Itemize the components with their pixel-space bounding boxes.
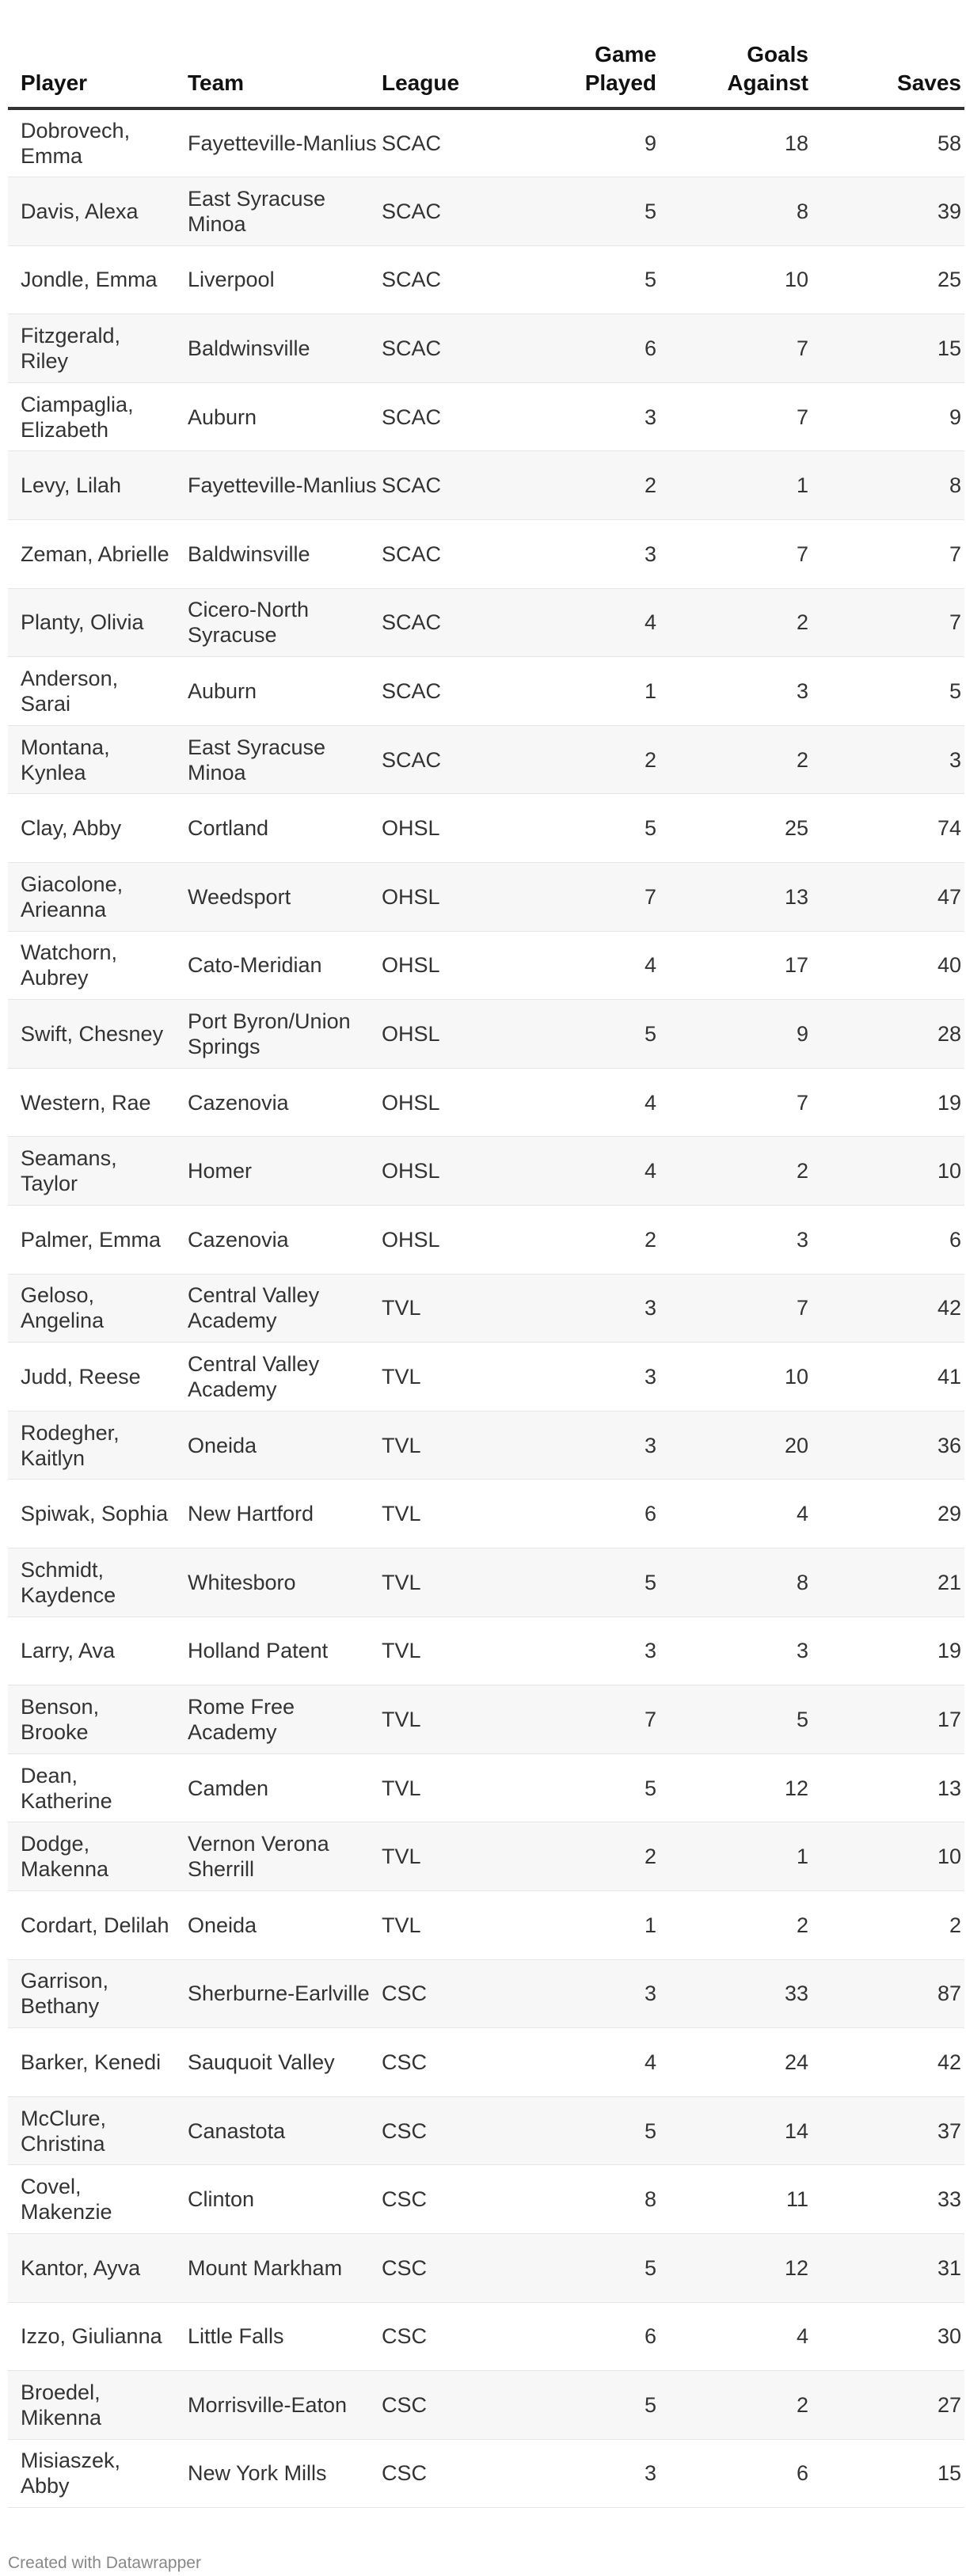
games-played-cell: 5 [486, 2371, 656, 2440]
team-cell: Sauquoit Valley [188, 2028, 382, 2097]
table-row [8, 1617, 964, 1685]
team-cell: Rome Free Academy [188, 1685, 382, 1754]
league-cell: OHSL [382, 1068, 486, 1137]
team-cell: Mount Markham [188, 2233, 382, 2302]
league-cell: SCAC [382, 245, 486, 314]
games-played-cell: 5 [486, 1753, 656, 1822]
league-cell: CSC [382, 2096, 486, 2165]
saves-cell: 42 [808, 2028, 964, 2097]
table-row [8, 2371, 964, 2440]
saves-cell: 30 [808, 2302, 964, 2371]
goals-against-cell: 3 [656, 1617, 808, 1685]
team-cell: Whitesboro [188, 1548, 382, 1617]
team-cell: Cato-Meridian [188, 931, 382, 1000]
goals-against-cell: 12 [656, 1753, 808, 1822]
table-row [8, 451, 964, 520]
goals-against-cell: 2 [656, 1137, 808, 1206]
saves-cell: 74 [808, 794, 964, 863]
player-cell: Spiwak, Sophia [8, 1480, 188, 1548]
league-cell: CSC [382, 2028, 486, 2097]
saves-cell: 36 [808, 1411, 964, 1480]
saves-cell: 47 [808, 863, 964, 932]
saves-cell: 10 [808, 1822, 964, 1891]
player-cell: Dean, Katherine [8, 1753, 188, 1822]
goals-against-cell: 33 [656, 1959, 808, 2028]
data-table [8, 0, 964, 2508]
table-row [8, 1685, 964, 1754]
league-cell: CSC [382, 2165, 486, 2234]
saves-cell: 42 [808, 1274, 964, 1343]
saves-cell: 28 [808, 1000, 964, 1069]
player-cell: Zeman, Abrielle [8, 520, 188, 589]
table-row [8, 382, 964, 451]
games-played-cell: 2 [486, 725, 656, 794]
saves-cell: 31 [808, 2233, 964, 2302]
player-cell: Cordart, Delilah [8, 1890, 188, 1959]
league-cell: OHSL [382, 1137, 486, 1206]
table-row [8, 1822, 964, 1891]
saves-cell: 37 [808, 2096, 964, 2165]
goals-against-cell: 9 [656, 1000, 808, 1069]
saves-cell: 40 [808, 931, 964, 1000]
goals-against-cell: 10 [656, 245, 808, 314]
table-row [8, 863, 964, 932]
team-cell: Holland Patent [188, 1617, 382, 1685]
games-played-cell: 3 [486, 1617, 656, 1685]
table-row [8, 725, 964, 794]
games-played-cell: 3 [486, 1959, 656, 2028]
goals-against-cell: 25 [656, 794, 808, 863]
goals-against-cell: 4 [656, 2302, 808, 2371]
goals-against-cell: 4 [656, 1480, 808, 1548]
games-played-cell: 6 [486, 2302, 656, 2371]
league-cell: SCAC [382, 108, 486, 177]
table-row [8, 2165, 964, 2234]
table-row [8, 177, 964, 246]
player-cell: Clay, Abby [8, 794, 188, 863]
league-cell: TVL [382, 1617, 486, 1685]
games-played-cell: 3 [486, 2439, 656, 2508]
table-row [8, 1343, 964, 1411]
team-cell: Liverpool [188, 245, 382, 314]
goals-against-cell: 1 [656, 451, 808, 520]
league-cell: SCAC [382, 314, 486, 383]
goals-against-cell: 2 [656, 725, 808, 794]
team-cell: Auburn [188, 382, 382, 451]
team-cell: Little Falls [188, 2302, 382, 2371]
saves-cell: 3 [808, 725, 964, 794]
player-cell: Giacolone, Arieanna [8, 863, 188, 932]
column-header-games-played[interactable]: Game Played [486, 0, 656, 108]
saves-cell: 41 [808, 1343, 964, 1411]
league-cell: CSC [382, 2233, 486, 2302]
column-header-team[interactable]: Team [188, 0, 382, 108]
goals-against-cell: 3 [656, 657, 808, 726]
team-cell: Central Valley Academy [188, 1274, 382, 1343]
games-played-cell: 6 [486, 1480, 656, 1548]
games-played-cell: 8 [486, 2165, 656, 2234]
goals-against-cell: 17 [656, 931, 808, 1000]
table-row [8, 1959, 964, 2028]
table-body [8, 108, 964, 2508]
league-cell: TVL [382, 1753, 486, 1822]
goals-against-cell: 7 [656, 520, 808, 589]
saves-cell: 58 [808, 108, 964, 177]
player-cell: Watchorn, Aubrey [8, 931, 188, 1000]
player-cell: Dodge, Makenna [8, 1822, 188, 1891]
games-played-cell: 1 [486, 1890, 656, 1959]
player-cell: Davis, Alexa [8, 177, 188, 246]
player-cell: Covel, Makenzie [8, 2165, 188, 2234]
games-played-cell: 4 [486, 588, 656, 657]
team-cell: Cortland [188, 794, 382, 863]
saves-cell: 15 [808, 314, 964, 383]
team-cell: East Syracuse Minoa [188, 725, 382, 794]
games-played-cell: 5 [486, 245, 656, 314]
goals-against-cell: 6 [656, 2439, 808, 2508]
saves-cell: 9 [808, 382, 964, 451]
player-cell: Planty, Olivia [8, 588, 188, 657]
saves-cell: 2 [808, 1890, 964, 1959]
goals-against-cell: 7 [656, 1274, 808, 1343]
table-row [8, 2028, 964, 2097]
table-row [8, 1000, 964, 1069]
column-header-goals-against[interactable]: Goals Against [656, 0, 808, 108]
saves-cell: 29 [808, 1480, 964, 1548]
games-played-cell: 2 [486, 451, 656, 520]
player-cell: Dobrovech, Emma [8, 108, 188, 177]
player-cell: Judd, Reese [8, 1343, 188, 1411]
team-cell: Fayetteville-Manlius [188, 108, 382, 177]
table-row [8, 2096, 964, 2165]
player-cell: Swift, Chesney [8, 1000, 188, 1069]
games-played-cell: 4 [486, 931, 656, 1000]
table-row [8, 1206, 964, 1275]
player-cell: Palmer, Emma [8, 1206, 188, 1275]
table-row [8, 588, 964, 657]
team-cell: Auburn [188, 657, 382, 726]
games-played-cell: 2 [486, 1822, 656, 1891]
team-cell: Oneida [188, 1411, 382, 1480]
team-cell: Morrisville-Eaton [188, 2371, 382, 2440]
saves-cell: 6 [808, 1206, 964, 1275]
league-cell: SCAC [382, 520, 486, 589]
league-cell: SCAC [382, 177, 486, 246]
team-cell: Central Valley Academy [188, 1343, 382, 1411]
league-cell: CSC [382, 2302, 486, 2371]
player-cell: Fitzgerald, Riley [8, 314, 188, 383]
league-cell: OHSL [382, 863, 486, 932]
goals-against-cell: 14 [656, 2096, 808, 2165]
table-row [8, 1548, 964, 1617]
datawrapper-credit[interactable]: Created with Datawrapper [8, 2554, 201, 2572]
league-cell: TVL [382, 1685, 486, 1754]
saves-cell: 87 [808, 1959, 964, 2028]
saves-cell: 8 [808, 451, 964, 520]
player-cell: Garrison, Bethany [8, 1959, 188, 2028]
team-cell: Baldwinsville [188, 314, 382, 383]
games-played-cell: 3 [486, 1274, 656, 1343]
saves-cell: 13 [808, 1753, 964, 1822]
league-cell: SCAC [382, 725, 486, 794]
league-cell: SCAC [382, 588, 486, 657]
table-row [8, 1137, 964, 1206]
goals-against-cell: 24 [656, 2028, 808, 2097]
goals-against-cell: 11 [656, 2165, 808, 2234]
team-cell: Port Byron/Union Springs [188, 1000, 382, 1069]
games-played-cell: 1 [486, 657, 656, 726]
saves-cell: 17 [808, 1685, 964, 1754]
player-cell: Broedel, Mikenna [8, 2371, 188, 2440]
league-cell: TVL [382, 1480, 486, 1548]
team-cell: Cazenovia [188, 1206, 382, 1275]
team-cell: Camden [188, 1753, 382, 1822]
player-cell: McClure, Christina [8, 2096, 188, 2165]
goals-against-cell: 2 [656, 588, 808, 657]
table-row [8, 1890, 964, 1959]
player-cell: Montana, Kynlea [8, 725, 188, 794]
saves-cell: 7 [808, 520, 964, 589]
team-cell: Canastota [188, 2096, 382, 2165]
league-cell: CSC [382, 1959, 486, 2028]
games-played-cell: 5 [486, 2096, 656, 2165]
saves-cell: 33 [808, 2165, 964, 2234]
saves-cell: 19 [808, 1617, 964, 1685]
goals-against-cell: 7 [656, 1068, 808, 1137]
table-row [8, 1480, 964, 1548]
games-played-cell: 5 [486, 2233, 656, 2302]
goals-against-cell: 7 [656, 382, 808, 451]
column-header-league[interactable]: League [382, 0, 486, 108]
games-played-cell: 5 [486, 1000, 656, 1069]
table-row [8, 520, 964, 589]
saves-cell: 19 [808, 1068, 964, 1137]
games-played-cell: 3 [486, 382, 656, 451]
saves-cell: 25 [808, 245, 964, 314]
player-cell: Larry, Ava [8, 1617, 188, 1685]
league-cell: TVL [382, 1411, 486, 1480]
goals-against-cell: 5 [656, 1685, 808, 1754]
table-row [8, 931, 964, 1000]
league-cell: TVL [382, 1343, 486, 1411]
saves-cell: 7 [808, 588, 964, 657]
team-cell: Weedsport [188, 863, 382, 932]
player-cell: Barker, Kenedi [8, 2028, 188, 2097]
league-cell: CSC [382, 2439, 486, 2508]
league-cell: TVL [382, 1890, 486, 1959]
team-cell: Homer [188, 1137, 382, 1206]
games-played-cell: 7 [486, 1685, 656, 1754]
player-cell: Misiaszek, Abby [8, 2439, 188, 2508]
games-played-cell: 4 [486, 2028, 656, 2097]
games-played-cell: 6 [486, 314, 656, 383]
table-row [8, 2302, 964, 2371]
table-row [8, 1068, 964, 1137]
saves-cell: 39 [808, 177, 964, 246]
goals-against-cell: 3 [656, 1206, 808, 1275]
player-cell: Levy, Lilah [8, 451, 188, 520]
saves-cell: 15 [808, 2439, 964, 2508]
saves-cell: 10 [808, 1137, 964, 1206]
team-cell: Clinton [188, 2165, 382, 2234]
goals-against-cell: 2 [656, 2371, 808, 2440]
goals-against-cell: 7 [656, 314, 808, 383]
league-cell: SCAC [382, 657, 486, 726]
column-header-player[interactable]: Player [8, 0, 188, 108]
player-cell: Kantor, Ayva [8, 2233, 188, 2302]
player-cell: Ciampaglia, Elizabeth [8, 382, 188, 451]
team-cell: Vernon Verona Sherrill [188, 1822, 382, 1891]
league-cell: SCAC [382, 382, 486, 451]
games-played-cell: 4 [486, 1068, 656, 1137]
table-row [8, 314, 964, 383]
games-played-cell: 3 [486, 520, 656, 589]
games-played-cell: 3 [486, 1343, 656, 1411]
table-row [8, 2233, 964, 2302]
league-cell: TVL [382, 1274, 486, 1343]
saves-cell: 21 [808, 1548, 964, 1617]
league-cell: CSC [382, 2371, 486, 2440]
goals-against-cell: 13 [656, 863, 808, 932]
games-played-cell: 3 [486, 1411, 656, 1480]
header-row [8, 0, 964, 108]
table-row [8, 1274, 964, 1343]
team-cell: Sherburne-Earlville [188, 1959, 382, 2028]
player-cell: Jondle, Emma [8, 245, 188, 314]
games-played-cell: 9 [486, 108, 656, 177]
player-cell: Izzo, Giulianna [8, 2302, 188, 2371]
games-played-cell: 7 [486, 863, 656, 932]
team-cell: Cicero-North Syracuse [188, 588, 382, 657]
team-cell: Fayetteville-Manlius [188, 451, 382, 520]
league-cell: OHSL [382, 1206, 486, 1275]
team-cell: Cazenovia [188, 1068, 382, 1137]
column-header-saves[interactable]: Saves [808, 0, 964, 108]
goals-against-cell: 20 [656, 1411, 808, 1480]
team-cell: Baldwinsville [188, 520, 382, 589]
player-cell: Western, Rae [8, 1068, 188, 1137]
league-cell: TVL [382, 1822, 486, 1891]
league-cell: OHSL [382, 931, 486, 1000]
player-cell: Geloso, Angelina [8, 1274, 188, 1343]
table-row [8, 657, 964, 726]
table-row [8, 108, 964, 177]
table-row [8, 245, 964, 314]
goals-against-cell: 18 [656, 108, 808, 177]
player-cell: Seamans, Taylor [8, 1137, 188, 1206]
goals-against-cell: 12 [656, 2233, 808, 2302]
league-cell: OHSL [382, 794, 486, 863]
games-played-cell: 5 [486, 794, 656, 863]
league-cell: TVL [382, 1548, 486, 1617]
table-row [8, 794, 964, 863]
team-cell: New Hartford [188, 1480, 382, 1548]
table-row [8, 1411, 964, 1480]
games-played-cell: 5 [486, 1548, 656, 1617]
player-cell: Benson, Brooke [8, 1685, 188, 1754]
league-cell: SCAC [382, 451, 486, 520]
saves-cell: 5 [808, 657, 964, 726]
table-row [8, 2439, 964, 2508]
player-cell: Rodegher, Kaitlyn [8, 1411, 188, 1480]
team-cell: Oneida [188, 1890, 382, 1959]
team-cell: East Syracuse Minoa [188, 177, 382, 246]
goals-against-cell: 2 [656, 1890, 808, 1959]
games-played-cell: 2 [486, 1206, 656, 1275]
league-cell: OHSL [382, 1000, 486, 1069]
goals-against-cell: 10 [656, 1343, 808, 1411]
player-cell: Schmidt, Kaydence [8, 1548, 188, 1617]
games-played-cell: 4 [486, 1137, 656, 1206]
table-row [8, 1753, 964, 1822]
team-cell: New York Mills [188, 2439, 382, 2508]
games-played-cell: 5 [486, 177, 656, 246]
goals-against-cell: 8 [656, 177, 808, 246]
player-cell: Anderson, Sarai [8, 657, 188, 726]
saves-cell: 27 [808, 2371, 964, 2440]
goals-against-cell: 1 [656, 1822, 808, 1891]
goals-against-cell: 8 [656, 1548, 808, 1617]
